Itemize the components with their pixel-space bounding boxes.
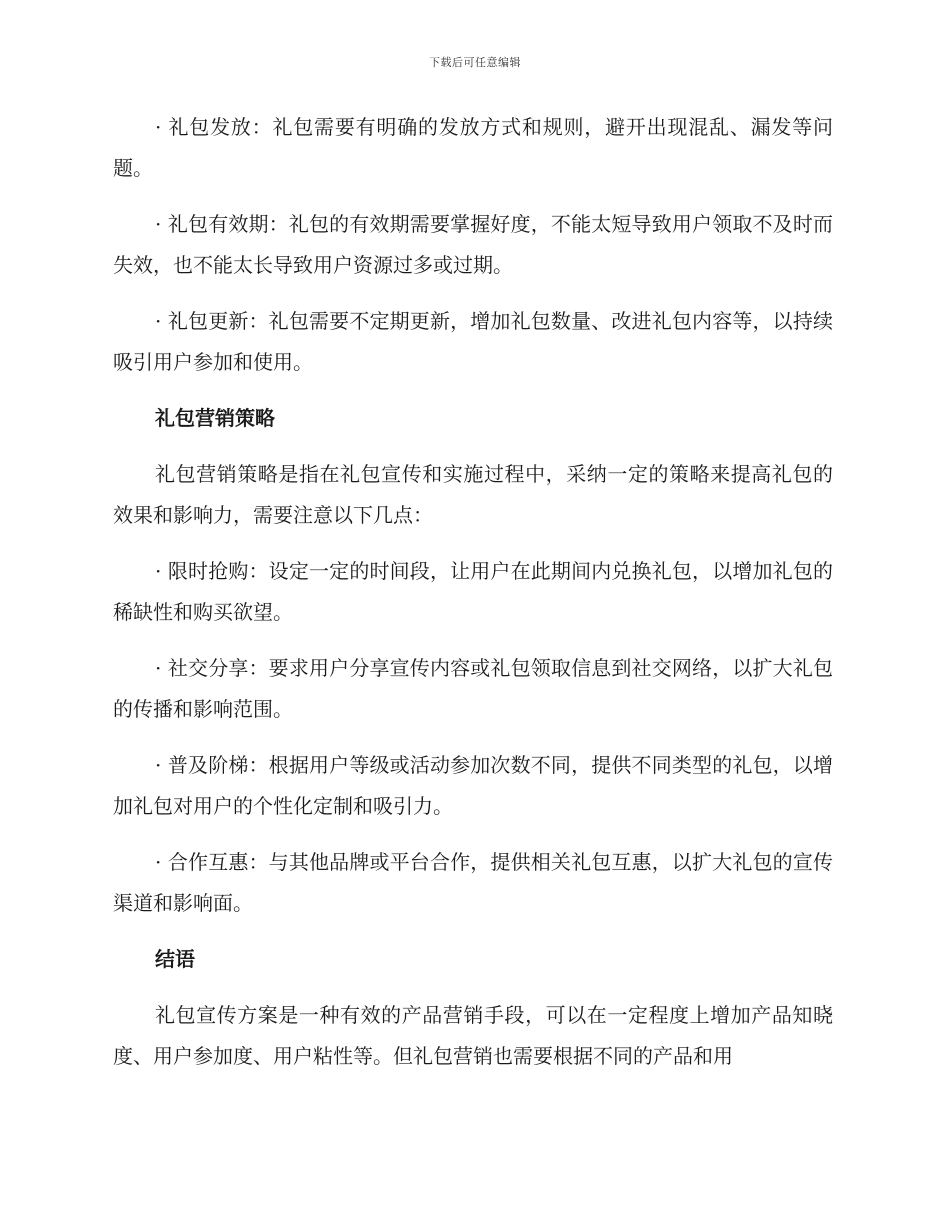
bullet-paragraph-tiered: · 普及阶梯：根据用户等级或活动参加次数不同，提供不同类型的礼包，以增加礼包对用户的个性化定制和吸引力。	[113, 753, 833, 818]
paragraph-conclusion: 礼包宣传方案是一种有效的产品营销手段，可以在一定程度上增加产品知晓度、用户参加度、用户粘性等。但礼包营销也需要根据不同的产品和用	[113, 1003, 833, 1068]
page-header-note: 下载后可任意编辑	[429, 56, 521, 69]
bullet-paragraph-gift-validity: · 礼包有效期：礼包的有效期需要掌握好度，不能太短导致用户领取不及时而失效，也不能太长导致用户资源过多或过期。	[113, 212, 833, 277]
paragraph-strategy-intro: 礼包营销策略是指在礼包宣传和实施过程中，采纳一定的策略来提高礼包的效果和影响力，需要注意以下几点：	[113, 462, 833, 527]
document-body	[113, 107, 833, 1092]
bullet-paragraph-social-share: · 社交分享：要求用户分享宣传内容或礼包领取信息到社交网络，以扩大礼包的传播和影响范围。	[113, 656, 833, 721]
bullet-paragraph-gift-update: · 礼包更新：礼包需要不定期更新，增加礼包数量、改进礼包内容等，以持续吸引用户参加和使用。	[113, 309, 833, 374]
bullet-paragraph-flash-sale: · 限时抢购：设定一定的时间段，让用户在此期间内兑换礼包，以增加礼包的稀缺性和购买欲望。	[113, 559, 833, 624]
section-heading-marketing-strategy: 礼包营销策略	[155, 406, 275, 430]
bullet-paragraph-cooperation: · 合作互惠：与其他品牌或平台合作，提供相关礼包互惠，以扩大礼包的宣传渠道和影响面。	[113, 850, 833, 915]
bullet-paragraph-gift-distribution: · 礼包发放：礼包需要有明确的发放方式和规则，避开出现混乱、漏发等问题。	[113, 115, 833, 180]
section-heading-conclusion: 结语	[155, 947, 195, 971]
